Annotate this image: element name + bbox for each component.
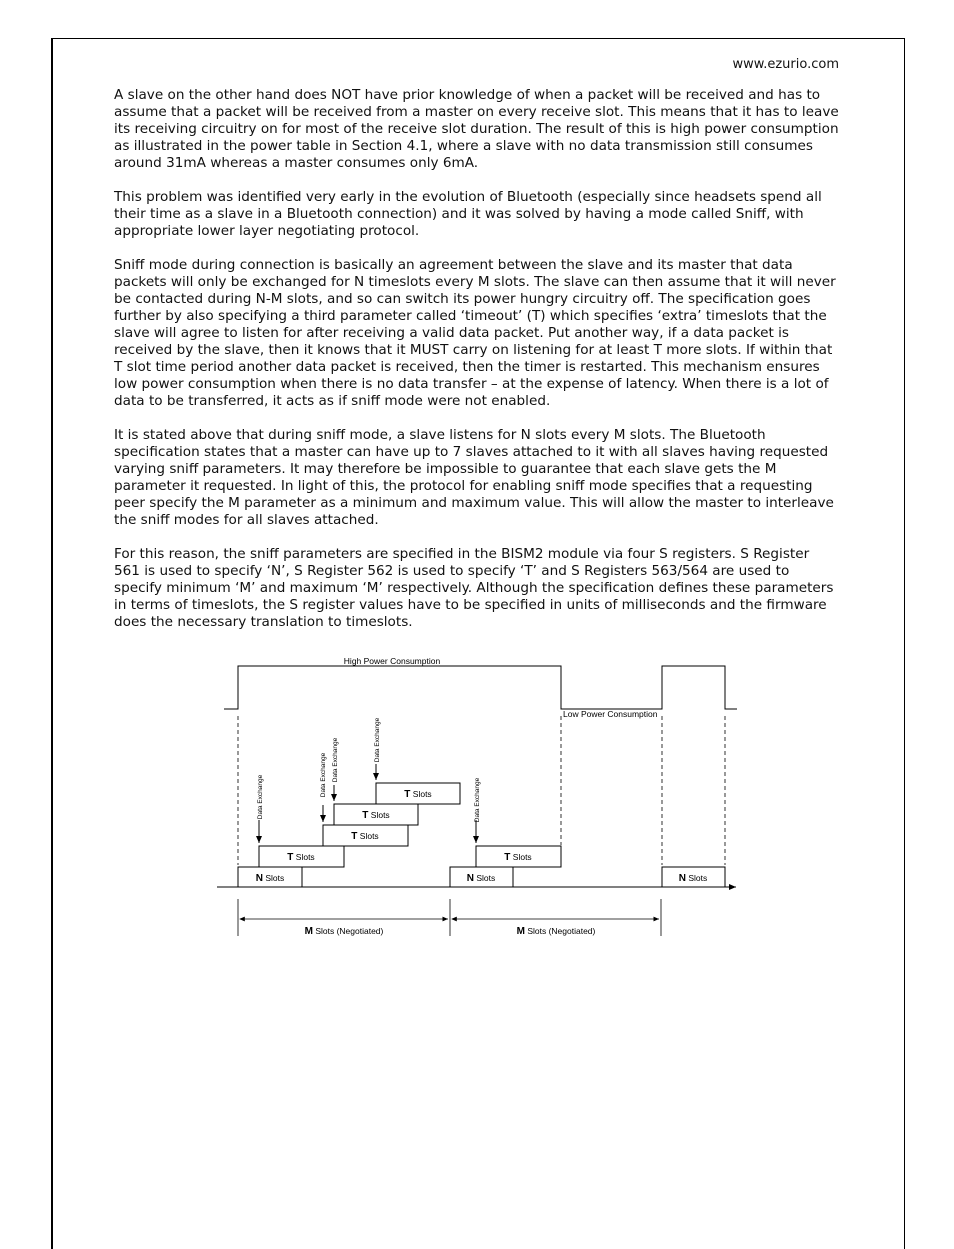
n-slot-label-2: N Slots — [466, 873, 496, 884]
m-slot-label-2: M Slots (Negotiated) — [516, 926, 596, 937]
power-waveform — [224, 666, 737, 709]
data-exchange-label-1: Data Exchange — [257, 774, 264, 820]
paragraph-multi-slave: It is stated above that during sniff mode, a slave listens for N slots every M slots. The Bluetooth specification states that a master can have up to 7 slaves attached to it with all slaves having requested varying sniff parameters. It may therefore be impossible to guarantee that each slave gets the M parameter it requested. In light of this, the protocol for enabling sniff mode specifies that a requesting peer specify the M parameter as a minimum and maximum value. This will allow the master to interleave the sniff modes for all slaves attached. — [114, 427, 834, 528]
paragraph-slave-power: A slave on the other hand does NOT have prior knowledge of when a packet will be received and has to assume that a packet will be received from a master on every receive slot. This means that it has to leave its receiving circuitry on for most of the receive slot duration. The result of this is high power consumption as illustrated in the power table in Section 4.1, where a slave with no data transmission still consumes around 31mA whereas a master consumes only 6mA. — [114, 87, 839, 171]
t-slot-label-4: T Slots — [404, 789, 432, 800]
guide-lines — [238, 716, 725, 865]
data-exchange-label-2: Data Exchange — [320, 752, 327, 798]
m-slot-label-1: M Slots (Negotiated) — [304, 926, 384, 937]
header-url: www.ezurio.com — [732, 57, 839, 72]
n-slot-label-3: N Slots — [678, 873, 708, 884]
paragraph-sniff-origin: This problem was identified very early in the evolution of Bluetooth (especially since headsets spend all their time as a slave in a Bluetooth connection) and it was solved by having a mode called Sniff, with appropriate lower layer negotiating protocol. — [114, 189, 822, 239]
paragraph-s-registers: For this reason, the sniff parameters are specified in the BISM2 module via four S registers. S Register 561 is used to specify ‘N’, S Register 562 is used to specify ‘T’ and S Registers 563/564 are used to specify minimum ‘M’ and maximum ‘M’ respectively. Although the specification defines these parameters in terms of timeslots, the S register values have to be specified in units of milliseconds and the firmware does the necessary translation to timeslots. — [114, 546, 834, 630]
low-power-label: Low Power Consumption — [563, 709, 658, 719]
data-exchange-label-3: Data Exchange — [332, 737, 339, 783]
t-slot-label-3: T Slots — [362, 810, 390, 821]
n-slot-label-1: N Slots — [255, 873, 285, 884]
high-power-label: High Power Consumption — [343, 656, 441, 666]
data-exchange-label-5: Data Exchange — [474, 777, 481, 823]
t-slot-label-2: T Slots — [351, 831, 379, 842]
data-exchange-label-4: Data Exchange — [374, 717, 381, 763]
t-slot-label-5: T Slots — [504, 852, 532, 863]
paragraph-sniff-mode: Sniff mode during connection is basically an agreement between the slave and its master that data packets will only be exchanged for N timeslots every M slots. The slave can then assume that it will never be contacted during N-M slots, and so can switch its power hungry circuitry off. The specification goes further by also specifying a third parameter called ‘timeout’ (T) which specifies ‘extra’ timeslots that the slave will agree to listen for after receiving a valid data packet. Put another way, if a data packet is received by the slave, then it knows that it MUST carry on listening for at least T more slots. If within that T slot time period another data packet is received, then the timer is restarted. This mechanism ensures low power consumption when there is no data transfer – at the expense of latency. When there is a lot of data to be transferred, it acts as if sniff mode were not enabled. — [114, 257, 836, 409]
t-slot-label-1: T Slots — [287, 852, 315, 863]
